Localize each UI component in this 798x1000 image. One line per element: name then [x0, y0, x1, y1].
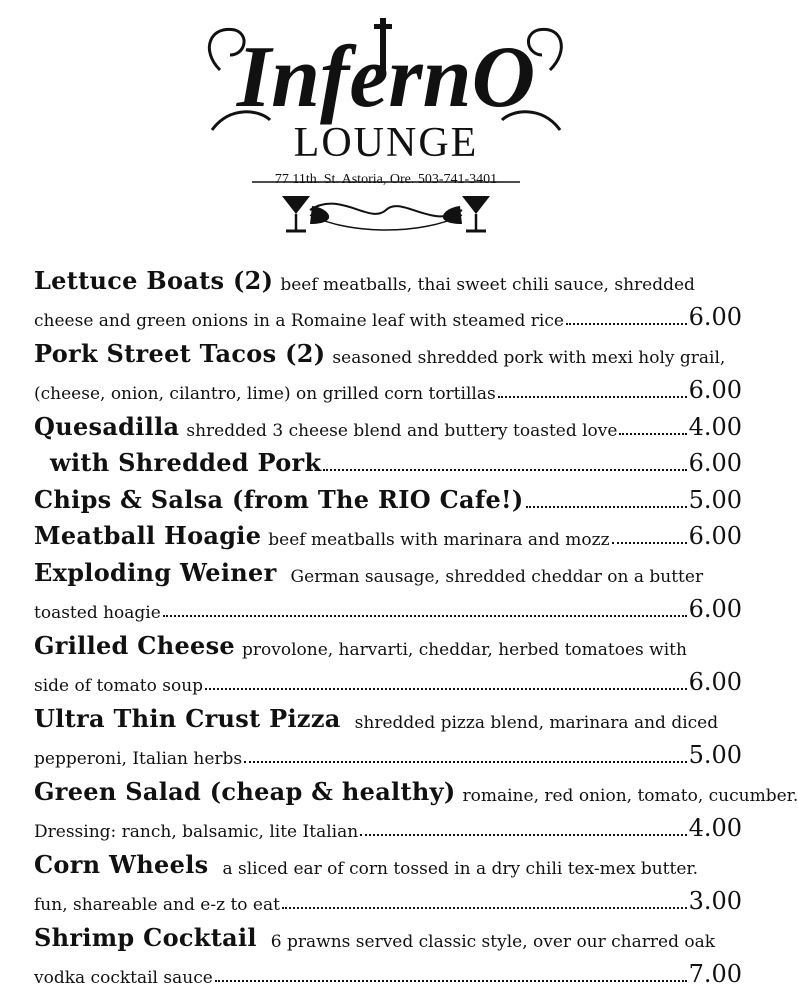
item-price: 6.00 [688, 376, 742, 404]
logo-subtitle: LOUNGE [293, 120, 479, 166]
item-price: 6.00 [688, 449, 742, 477]
dot-leader [526, 506, 687, 508]
item-name: Lettuce Boats (2) [34, 265, 274, 295]
item-name: Green Salad (cheap & healthy) [34, 776, 456, 806]
item-name: Grilled Cheese [34, 630, 235, 660]
menu-item-chips-salsa [34, 477, 742, 514]
menu-item-exploding-weiner [34, 550, 742, 587]
menu-item-grilled-cheese [34, 623, 742, 660]
dot-leader [323, 469, 686, 471]
menu-item-corn-wheels-cont [34, 879, 742, 916]
dot-leader [619, 433, 686, 435]
menu-item-meatball-hoagie [34, 514, 742, 551]
item-description: 6 prawns served classic style, over our charred oak [270, 931, 716, 952]
item-price: 6.00 [688, 668, 742, 696]
item-name: Pork Street Tacos (2) [34, 338, 326, 368]
item-name: Meatball Hoagie [34, 521, 262, 550]
item-description: fun, shareable and e-z to eat [34, 895, 280, 915]
dot-leader [498, 396, 687, 398]
menu-item-pork-street-tacos [34, 331, 742, 368]
item-name: Exploding Weiner [34, 557, 277, 587]
item-name: Quesadilla [34, 411, 180, 441]
item-description: seasoned shredded pork with mexi holy grail, [332, 347, 726, 368]
item-price: 4.00 [688, 412, 742, 441]
martini-glass-left-icon [282, 196, 329, 231]
item-price: 5.00 [688, 741, 742, 769]
menu-item-corn-wheels [34, 842, 742, 879]
item-description: cheese and green onions in a Romaine leaf with steamed rice [34, 311, 564, 331]
dot-leader [163, 615, 687, 617]
menu-item-quesadilla-pork [34, 441, 742, 478]
dot-leader [215, 980, 687, 982]
menu-item-quesadilla [34, 404, 742, 441]
item-price: 6.00 [688, 595, 742, 623]
martini-glass-right-icon [443, 196, 490, 231]
dot-leader [205, 688, 687, 690]
item-description: a sliced ear of corn tossed in a dry chili tex-mex butter. [222, 858, 699, 879]
item-name: Corn Wheels [34, 849, 209, 879]
menu-item-exploding-weiner-cont [34, 587, 742, 624]
menu-item-ultra-thin-crust-pizza [34, 696, 742, 733]
item-description: provolone, harvarti, cheddar, herbed tomatoes with [241, 639, 687, 660]
item-price: 6.00 [688, 522, 742, 550]
item-description: pepperoni, Italian herbs [34, 749, 243, 769]
item-price: 6.00 [688, 303, 742, 331]
item-name: Ultra Thin Crust Pizza [34, 703, 341, 733]
menu-item-grilled-cheese-cont [34, 660, 742, 697]
item-price: 3.00 [688, 887, 742, 915]
dot-leader [612, 542, 687, 544]
item-price: 7.00 [688, 960, 742, 988]
item-description: beef meatballs, thai sweet chili sauce, shredded [280, 274, 695, 295]
menu-item-green-salad [34, 769, 798, 806]
item-name: Chips & Salsa (from The RIO Cafe!) [34, 484, 524, 514]
dot-leader [360, 834, 686, 836]
item-description: German sausage, shredded cheddar on a butter [290, 566, 704, 587]
item-description: (cheese, onion, cilantro, lime) on grilled corn tortillas [34, 384, 496, 404]
inferno-lounge-logo [200, 10, 572, 240]
item-description: toasted hoagie [34, 603, 161, 623]
item-description: side of tomato soup [34, 676, 204, 696]
dot-leader [566, 323, 687, 325]
item-description: vodka cocktail sauce [34, 968, 213, 988]
menu-item-shrimp-cocktail-cont [34, 952, 742, 989]
address-line: 77 11th. St. Astoria, Ore. 503-741-3401 [274, 172, 498, 187]
logo-title: InfernO [236, 29, 536, 126]
menu-header [0, 10, 772, 240]
item-name: Shrimp Cocktail [34, 922, 257, 952]
menu-item-shrimp-cocktail [34, 915, 742, 952]
item-description: Dressing: ranch, balsamic, lite Italian [34, 822, 359, 842]
menu-item-green-salad-cont [34, 806, 742, 843]
item-description: shredded 3 cheese blend and buttery toasted love [186, 420, 618, 441]
item-price: 4.00 [688, 814, 742, 842]
dot-leader [244, 761, 686, 763]
item-description: shredded pizza blend, marinara and diced [354, 712, 719, 733]
item-description: beef meatballs with marinara and mozz [268, 530, 610, 550]
item-price: 5.00 [688, 485, 742, 514]
menu-item-lettuce-boats [34, 258, 742, 295]
menu-item-pork-street-tacos-cont [34, 368, 742, 405]
menu-list [34, 258, 798, 988]
menu-item-lettuce-boats-cont [34, 295, 742, 332]
item-description: romaine, red onion, tomato, cucumber. [462, 785, 798, 806]
menu-item-ultra-thin-crust-pizza-cont [34, 733, 742, 770]
dot-leader [282, 907, 687, 909]
item-name: with Shredded Pork [50, 448, 322, 477]
